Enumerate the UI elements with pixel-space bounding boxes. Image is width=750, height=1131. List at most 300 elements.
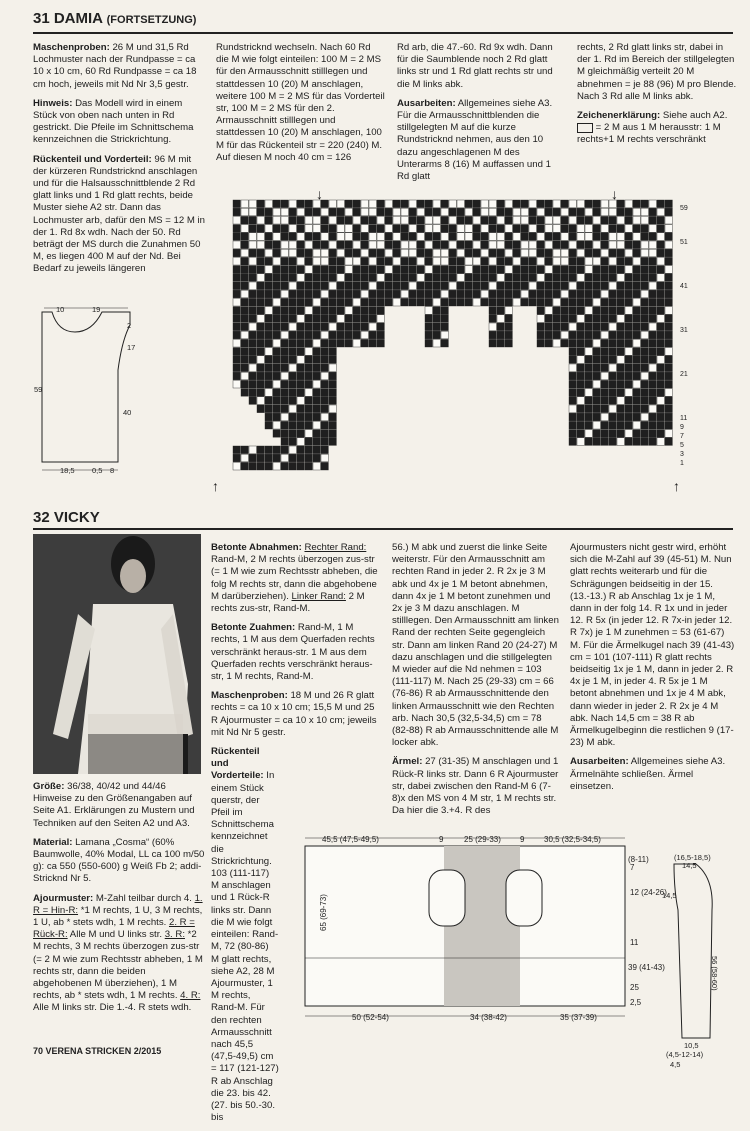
chart-cell [553, 249, 560, 257]
chart-cell [585, 323, 592, 331]
chart-cell [249, 208, 256, 216]
chart-cell [273, 225, 280, 233]
chart-cell [409, 216, 416, 224]
chart-cell [457, 200, 464, 208]
chart-cell [641, 315, 648, 323]
chart-cell [353, 241, 360, 249]
chart-cell [249, 462, 256, 470]
chart-cell [593, 438, 600, 446]
chart-cell [569, 266, 576, 274]
chart-cell [329, 225, 336, 233]
chart-cell [441, 257, 448, 265]
chart-cell [345, 208, 352, 216]
chart-cell [329, 339, 336, 347]
chart-cell [497, 298, 504, 306]
chart-cell [265, 380, 272, 388]
chart-cell [433, 233, 440, 241]
chart-cell [617, 298, 624, 306]
chart-cell [585, 274, 592, 282]
chart-cell [337, 339, 344, 347]
chart-cell [289, 454, 296, 462]
chart-cell [409, 257, 416, 265]
chart-cell [649, 421, 656, 429]
chart-cell [577, 200, 584, 208]
chart-cell [625, 208, 632, 216]
chart-cell [241, 216, 248, 224]
chart-cell [257, 405, 264, 413]
chart-cell [537, 200, 544, 208]
chart-cell [601, 323, 608, 331]
chart-cell [545, 266, 552, 274]
chart-cell [257, 249, 264, 257]
chart-cell [521, 290, 528, 298]
chart-cell [289, 315, 296, 323]
chart-cell [409, 266, 416, 274]
chart-cell [281, 290, 288, 298]
chart-cell [289, 290, 296, 298]
chart-cell [625, 249, 632, 257]
chart-cell [257, 372, 264, 380]
chart-cell [233, 323, 240, 331]
chart-cell [601, 266, 608, 274]
chart-cell [281, 339, 288, 347]
svg-text:9: 9 [439, 835, 444, 844]
chart-cell [321, 216, 328, 224]
chart-cell [473, 241, 480, 249]
chart-cell [297, 405, 304, 413]
chart-cell [257, 290, 264, 298]
chart-cell [401, 274, 408, 282]
chart-cell [305, 389, 312, 397]
chart-cell [617, 216, 624, 224]
chart-cell [505, 233, 512, 241]
chart-cell [385, 282, 392, 290]
chart-cell [329, 274, 336, 282]
chart-cell [353, 266, 360, 274]
chart-cell [617, 430, 624, 438]
chart-cell [257, 462, 264, 470]
chart-cell [321, 323, 328, 331]
chart-cell [465, 290, 472, 298]
chart-cell [425, 225, 432, 233]
chart-cell [625, 200, 632, 208]
chart-cell [513, 249, 520, 257]
s31-schematic [30, 300, 180, 480]
chart-cell [649, 307, 656, 315]
chart-cell [305, 233, 312, 241]
chart-cell [265, 405, 272, 413]
row-number: 51 [680, 239, 688, 246]
chart-cell [593, 307, 600, 315]
row-number: 21 [680, 371, 688, 378]
chart-cell [489, 208, 496, 216]
chart-cell [537, 339, 544, 347]
chart-cell [665, 413, 672, 421]
chart-cell [345, 200, 352, 208]
chart-cell [601, 200, 608, 208]
chart-cell [417, 298, 424, 306]
chart-cell [297, 241, 304, 249]
chart-cell [649, 331, 656, 339]
chart-cell [353, 208, 360, 216]
chart-cell [369, 216, 376, 224]
chart-cell [377, 216, 384, 224]
chart-cell [329, 348, 336, 356]
chart-cell [593, 274, 600, 282]
chart-cell [625, 225, 632, 233]
chart-cell [289, 380, 296, 388]
chart-cell [665, 323, 672, 331]
chart-cell [257, 208, 264, 216]
chart-cell [537, 257, 544, 265]
chart-cell [609, 405, 616, 413]
chart-cell [505, 282, 512, 290]
chart-cell [241, 331, 248, 339]
chart-cell [481, 233, 488, 241]
chart-cell [625, 307, 632, 315]
chart-cell [625, 274, 632, 282]
chart-cell [561, 339, 568, 347]
chart-cell [233, 315, 240, 323]
chart-cell [657, 282, 664, 290]
chart-cell [281, 298, 288, 306]
chart-cell [569, 389, 576, 397]
chart-cell [273, 274, 280, 282]
chart-cell [497, 266, 504, 274]
row-number: 59 [680, 205, 688, 212]
chart-cell [433, 257, 440, 265]
chart-cell [609, 315, 616, 323]
chart-cell [561, 298, 568, 306]
chart-cell [577, 397, 584, 405]
chart-cell [337, 323, 344, 331]
chart-cell [601, 339, 608, 347]
chart-cell [297, 266, 304, 274]
chart-cell [569, 290, 576, 298]
chart-cell [313, 315, 320, 323]
chart-cell [641, 397, 648, 405]
chart-cell [561, 249, 568, 257]
chart-cell [377, 241, 384, 249]
chart-cell [329, 389, 336, 397]
chart-cell [537, 315, 544, 323]
chart-cell [617, 307, 624, 315]
chart-cell [665, 331, 672, 339]
chart-cell [593, 233, 600, 241]
chart-cell [265, 389, 272, 397]
chart-cell [489, 249, 496, 257]
chart-cell [321, 405, 328, 413]
chart-cell [561, 315, 568, 323]
chart-cell [417, 225, 424, 233]
chart-cell [321, 438, 328, 446]
chart-cell [337, 208, 344, 216]
chart-cell [257, 266, 264, 274]
chart-cell [497, 307, 504, 315]
chart-cell [633, 438, 640, 446]
chart-cell [505, 331, 512, 339]
chart-cell [433, 290, 440, 298]
chart-cell [281, 274, 288, 282]
chart-cell [625, 216, 632, 224]
chart-cell [577, 372, 584, 380]
chart-cell [377, 298, 384, 306]
chart-cell [425, 274, 432, 282]
chart-cell [561, 307, 568, 315]
chart-cell [305, 274, 312, 282]
chart-cell [233, 274, 240, 282]
chart-cell [345, 274, 352, 282]
chart-cell [401, 298, 408, 306]
chart-cell [297, 462, 304, 470]
chart-cell [577, 339, 584, 347]
chart-cell [321, 266, 328, 274]
chart-cell [553, 339, 560, 347]
chart-cell [449, 249, 456, 257]
chart-cell [473, 200, 480, 208]
chart-cell [561, 208, 568, 216]
chart-cell [257, 339, 264, 347]
chart-cell [585, 282, 592, 290]
chart-cell [265, 323, 272, 331]
chart-cell [657, 241, 664, 249]
chart-cell [353, 331, 360, 339]
chart-cell [345, 266, 352, 274]
chart-cell [313, 454, 320, 462]
chart-cell [321, 208, 328, 216]
chart-cell [321, 454, 328, 462]
chart-cell [521, 233, 528, 241]
chart-cell [553, 200, 560, 208]
chart-cell [489, 225, 496, 233]
chart-cell [473, 225, 480, 233]
chart-cell [641, 298, 648, 306]
chart-cell [257, 454, 264, 462]
chart-cell [369, 331, 376, 339]
chart-cell [465, 200, 472, 208]
chart-cell [561, 323, 568, 331]
chart-cell [601, 405, 608, 413]
chart-cell [369, 315, 376, 323]
chart-cell [233, 307, 240, 315]
chart-cell [537, 216, 544, 224]
chart-cell [665, 298, 672, 306]
chart-cell [249, 454, 256, 462]
chart-cell [297, 290, 304, 298]
chart-cell [305, 208, 312, 216]
chart-cell [265, 446, 272, 454]
chart-cell [281, 249, 288, 257]
chart-cell [449, 225, 456, 233]
chart-cell [569, 397, 576, 405]
chart-cell [593, 208, 600, 216]
chart-cell [609, 397, 616, 405]
chart-cell [241, 290, 248, 298]
chart-cell [649, 348, 656, 356]
chart-cell [617, 348, 624, 356]
chart-cell [521, 266, 528, 274]
chart-cell [409, 225, 416, 233]
chart-cell [489, 200, 496, 208]
chart-cell [313, 241, 320, 249]
chart-cell [249, 389, 256, 397]
chart-cell [273, 298, 280, 306]
chart-cell [281, 282, 288, 290]
chart-cell [265, 208, 272, 216]
chart-cell [417, 290, 424, 298]
chart-cell [585, 421, 592, 429]
chart-cell [257, 331, 264, 339]
chart-cell [393, 225, 400, 233]
chart-cell [345, 290, 352, 298]
chart-cell [297, 397, 304, 405]
svg-text:(8-11): (8-11) [628, 855, 649, 864]
chart-cell [441, 266, 448, 274]
chart-cell [297, 274, 304, 282]
chart-cell [657, 216, 664, 224]
chart-cell [281, 380, 288, 388]
chart-cell [585, 438, 592, 446]
chart-cell [241, 307, 248, 315]
chart-cell [433, 323, 440, 331]
chart-cell [609, 364, 616, 372]
chart-cell [281, 266, 288, 274]
chart-cell [377, 282, 384, 290]
chart-cell [393, 257, 400, 265]
chart-cell [545, 323, 552, 331]
chart-cell [457, 290, 464, 298]
chart-cell [313, 364, 320, 372]
chart-cell [257, 200, 264, 208]
chart-cell [465, 216, 472, 224]
chart-cell [537, 225, 544, 233]
chart-cell [553, 274, 560, 282]
chart-cell [305, 298, 312, 306]
chart-cell [313, 372, 320, 380]
chart-cell [305, 225, 312, 233]
chart-cell [321, 430, 328, 438]
svg-text:10,5: 10,5 [684, 1041, 699, 1050]
chart-cell [273, 462, 280, 470]
chart-cell [441, 282, 448, 290]
chart-cell [633, 323, 640, 331]
chart-cell [289, 282, 296, 290]
chart-cell [649, 380, 656, 388]
svg-text:14,5: 14,5 [682, 861, 697, 870]
chart-cell [593, 348, 600, 356]
chart-cell [305, 446, 312, 454]
chart-cell [561, 266, 568, 274]
chart-cell [657, 380, 664, 388]
chart-cell [353, 274, 360, 282]
chart-cell [305, 462, 312, 470]
chart-cell [601, 413, 608, 421]
chart-cell [329, 208, 336, 216]
chart-cell [441, 307, 448, 315]
chart-cell [441, 339, 448, 347]
chart-cell [505, 216, 512, 224]
chart-cell [545, 241, 552, 249]
chart-cell [273, 339, 280, 347]
chart-cell [585, 389, 592, 397]
chart-cell [289, 200, 296, 208]
chart-cell [433, 298, 440, 306]
chart-cell [513, 233, 520, 241]
chart-cell [417, 274, 424, 282]
model-photo [33, 534, 201, 774]
chart-cell [633, 233, 640, 241]
chart-cell [633, 372, 640, 380]
chart-cell [257, 233, 264, 241]
chart-cell [593, 315, 600, 323]
chart-cell [633, 356, 640, 364]
chart-cell [233, 372, 240, 380]
chart-cell [465, 241, 472, 249]
chart-cell [337, 331, 344, 339]
chart-cell [593, 405, 600, 413]
chart-cell [401, 216, 408, 224]
chart-cell [657, 323, 664, 331]
chart-cell [593, 356, 600, 364]
chart-cell [353, 339, 360, 347]
chart-cell [601, 225, 608, 233]
chart-cell [577, 315, 584, 323]
chart-cell [313, 348, 320, 356]
chart-cell [401, 257, 408, 265]
chart-cell [257, 315, 264, 323]
chart-cell [521, 208, 528, 216]
chart-cell [505, 200, 512, 208]
chart-cell [457, 225, 464, 233]
chart-cell [257, 282, 264, 290]
chart-cell [585, 233, 592, 241]
svg-text:17: 17 [127, 343, 136, 352]
chart-cell [377, 339, 384, 347]
chart-cell [569, 405, 576, 413]
chart-cell [585, 397, 592, 405]
chart-cell [561, 331, 568, 339]
svg-text:56 (58-60): 56 (58-60) [710, 956, 719, 991]
chart-cell [569, 257, 576, 265]
chart-cell [249, 241, 256, 249]
chart-cell [385, 200, 392, 208]
svg-text:8: 8 [110, 466, 115, 475]
chart-cell [601, 356, 608, 364]
chart-cell [665, 208, 672, 216]
chart-cell [657, 298, 664, 306]
s31-col2: Rundstricknd wechseln. Nach 60 Rd die M wie folgt einteilen: 100 M = 2 MS für den Armausschnitt stilllegen und stattdessen 10 (20) M anschlagen, weitere 100 M = 2 MS für das Vorderteil str, 100 M = 2 MS für den 2. Armausschnitt stilllegen und stattdessen 10 (20) M anschlagen, 100 M für das Rückenteil str = 220 (240) M. Auf diesen M noch 40 cm = 126 [216, 42, 385, 163]
chart-cell [665, 282, 672, 290]
chart-cell [409, 298, 416, 306]
chart-cell [361, 323, 368, 331]
chart-cell [609, 380, 616, 388]
chart-cell [321, 356, 328, 364]
chart-cell [281, 216, 288, 224]
chart-cell [233, 241, 240, 249]
chart-cell [481, 290, 488, 298]
chart-cell [433, 216, 440, 224]
chart-cell [289, 421, 296, 429]
chart-cell [617, 339, 624, 347]
chart-cell [489, 216, 496, 224]
chart-cell [505, 225, 512, 233]
chart-cell [409, 249, 416, 257]
chart-cell [433, 331, 440, 339]
chart-cell [529, 216, 536, 224]
section-31-rule [33, 32, 733, 34]
chart-cell [305, 421, 312, 429]
chart-cell [569, 323, 576, 331]
